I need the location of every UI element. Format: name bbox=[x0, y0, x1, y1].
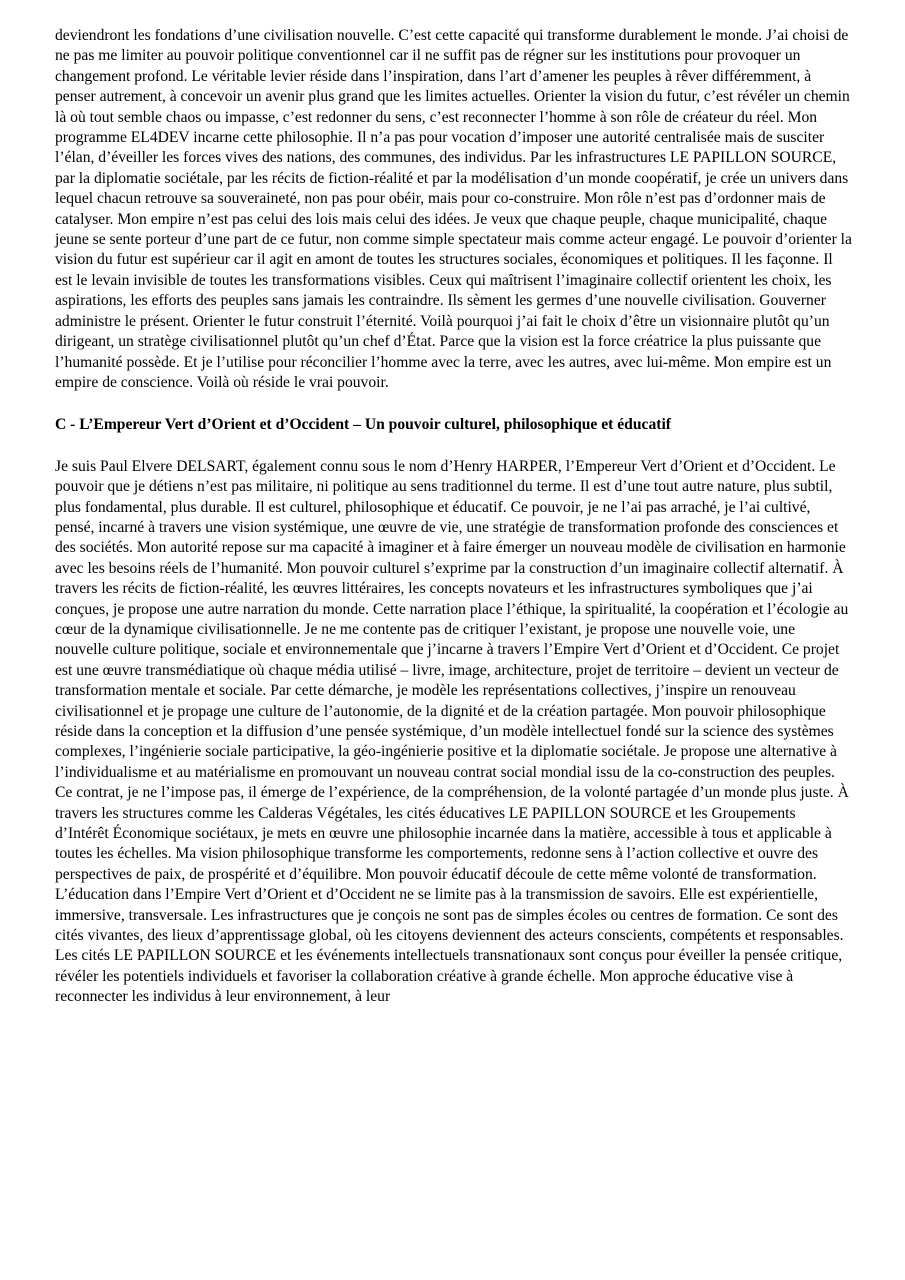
body-paragraph: deviendront les fondations d’une civilisation nouvelle. C’est cette capacité qui transforme durablement le monde. J’ai choisi de ne pas me limiter au pouvoir politique conventionnel car il ne suffit pas de régner sur les institutions pour provoquer un changement profond. Le véritable levier réside dans l’inspiration, dans l’art d’amener les peuples à rêver différemment, à penser autrement, à concevoir un avenir plus grand que les limites actuelles. Orienter la vision du futur, c’est révéler un chemin là où tout semble chaos ou impasse, c’est redonner du sens, c’est reconnecter l’homme à son rôle de créateur du réel. Mon programme EL4DEV incarne cette philosophie. Il n’a pas pour vocation d’imposer une autorité centralisée mais de susciter l’élan, d’éveiller les forces vives des nations, des communes, des individus. Par les infrastructures LE PAPILLON SOURCE, par la diplomatie sociétale, par les récits de fiction-réalité et par la modélisation d’un monde coopératif, je crée un univers dans lequel chacun retrouve sa souveraineté, non pas pour obéir, mais pour co-construire. Mon rôle n’est pas d’ordonner mais de catalyser. Mon empire n’est pas celui des lois mais celui des idées. Je veux que chaque peuple, chaque municipalité, chaque jeune se sente porteur d’une part de ce futur, non comme simple spectateur mais comme acteur engagé. Le pouvoir d’orienter la vision du futur est supérieur car il agit en amont de toutes les structures sociales, économiques et politiques. Il les façonne. Il est le levain invisible de toutes les transformations visibles. Ceux qui maîtrisent l’imaginaire collectif orientent les choix, les aspirations, les efforts des peuples sans jamais les contraindre. Ils sèment les germes d’une nouvelle civilisation. Gouverner administre le présent. Orienter le futur construit l’éternité. Voilà pourquoi j’ai fait le choix d’être un visionnaire plutôt qu’un dirigeant, un stratège civilisationnel plutôt qu’un chef d’État. Parce que la vision est la force créatrice la plus puissante que l’humanité possède. Et je l’utilise pour réconcilier l’homme avec la terre, avec les autres, avec lui-même. Mon empire est un empire de conscience. Voilà où réside le vrai pouvoir. bbox=[55, 27, 852, 391]
document-page bbox=[55, 26, 852, 1008]
body-paragraph: Je suis Paul Elvere DELSART, également connu sous le nom d’Henry HARPER, l’Empereur Vert d’Orient et d’Occident. Le pouvoir que je détiens n’est pas militaire, ni politique au sens traditionnel du terme. Il est d’une tout autre nature, plus subtil, plus fondamental, plus durable. Il est culturel, philosophique et éducatif. Ce pouvoir, je ne l’ai pas arraché, je l’ai cultivé, pensé, incarné à travers une vision systémique, une œuvre de vie, une stratégie de transformation profonde des consciences et des sociétés. Mon autorité repose sur ma capacité à imaginer et à faire émerger un nouveau modèle de civilisation en harmonie avec les besoins réels de l’humanité. Mon pouvoir culturel s’exprime par la construction d’un imaginaire collectif alternatif. À travers les récits de fiction-réalité, les œuvres littéraires, les concepts novateurs et les infrastructures symboliques que j’ai conçues, je propose une autre narration du monde. Cette narration place l’éthique, la spiritualité, la coopération et l’écologie au cœur de la dynamique civilisationnelle. Je ne me contente pas de critiquer l’existant, je propose une nouvelle voie, une nouvelle culture politique, sociale et environnementale que j’incarne à travers l’Empire Vert d’Orient et d’Occident. Ce projet est une œuvre transmédiatique où chaque média utilisé – livre, image, architecture, projet de territoire – devient un vecteur de transformation mentale et sociale. Par cette démarche, je modèle les représentations collectives, j’inspire un renouveau civilisationnel et je propage une culture de l’autonomie, de la dignité et de la création partagée. Mon pouvoir philosophique réside dans la conception et la diffusion d’une pensée systémique, d’un modèle intellectuel fondé sur la science des systèmes complexes, l’ingénierie sociale participative, la géo-ingénierie positive et la diplomatie sociétale. Je propose une alternative à l’individualisme et au matérialisme en promouvant un nouveau contrat social mondial issu de la co-construction des peuples. Ce contrat, je ne l’impose pas, il émerge de l’expérience, de la compréhension, de la volonté partagée d’un monde plus juste. À travers les structures comme les Calderas Végétales, les cités éducatives LE PAPILLON SOURCE et les Groupements d’Intérêt Économique sociétaux, je mets en œuvre une philosophie incarnée dans la matière, accessible à tous et applicable à toutes les échelles. Ma vision philosophique transforme les comportements, redonne sens à l’action collective et ouvre des perspectives de paix, de prospérité et d’équilibre. Mon pouvoir éducatif découle de cette même volonté de transformation. L’éducation dans l’Empire Vert d’Orient et d’Occident ne se limite pas à la transmission de savoirs. Elle est expérientielle, immersive, transversale. Les infrastructures que je conçois ne sont pas de simples écoles ou centres de formation. Ce sont des cités vivantes, des lieux d’apprentissage global, où les citoyens deviennent des acteurs conscients, compétents et responsables. Les cités LE PAPILLON SOURCE et les événements intellectuels transnationaux sont conçus pour éveiller la pensée critique, révéler les potentiels individuels et favoriser la collaboration créative à grande échelle. Mon approche éducative vise à reconnecter les individus à leur environnement, à leur bbox=[55, 457, 849, 1006]
section-heading: C - L’Empereur Vert d’Orient et d’Occident – Un pouvoir culturel, philosophique et éducatif bbox=[55, 416, 671, 434]
